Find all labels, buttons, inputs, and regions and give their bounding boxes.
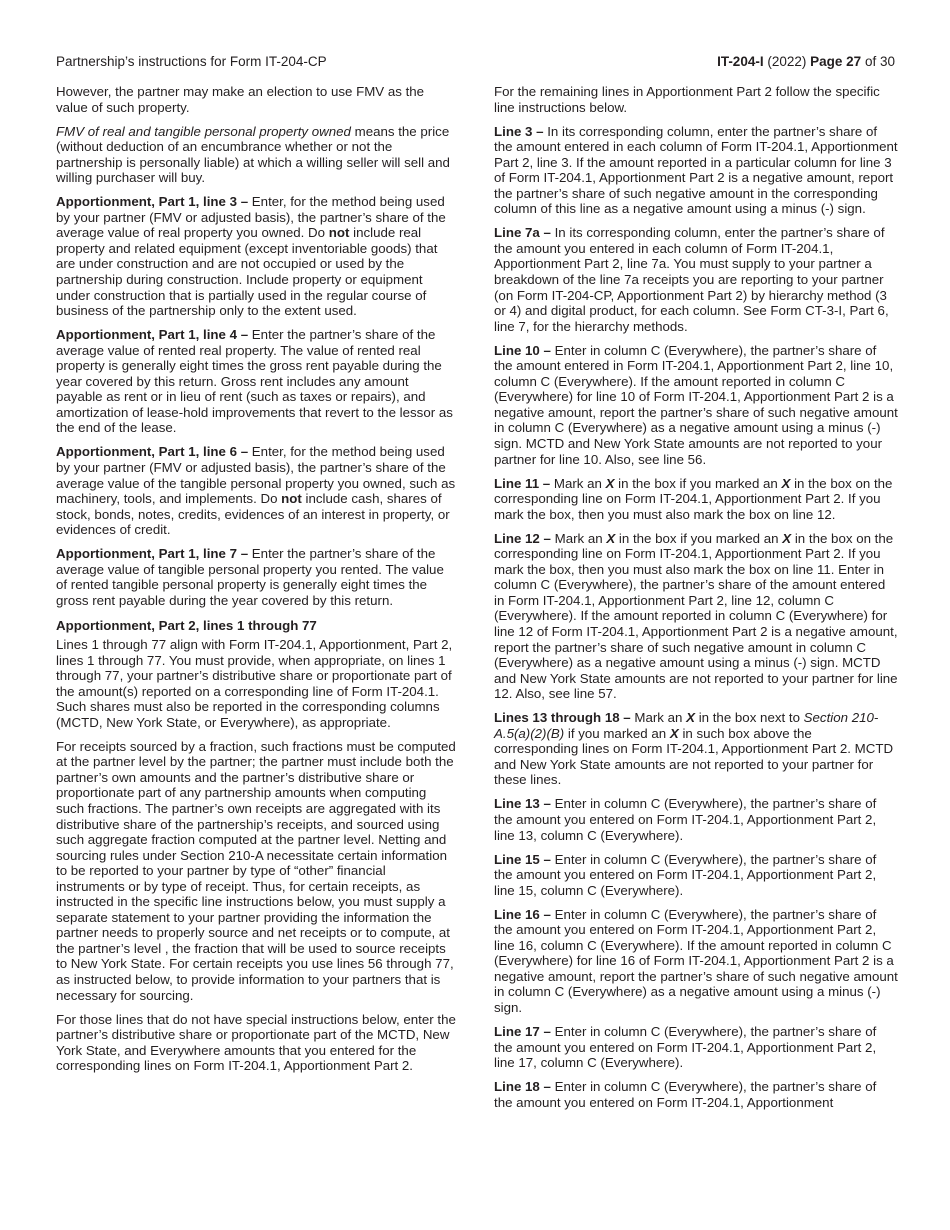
instruction-line7a: Line 7a – In its corresponding column, enter the partner’s share of the amount you entered in each column of Form IT-204.1, Apportionment Part 2, line 7a. You must supply to your partner a breakdown of the line 7a receipts you are reporting to your partner (on Form IT-204-CP, Apportionment Part 2) by hierarchy method (3 or 4) and digital product, for each column. See Form CT-3-I, Part 6, line 7, for the hierarchy methods. (494, 225, 889, 334)
instruction-part1-line6: Apportionment, Part 1, line 6 – Enter, for the method being used by your partner (FMV or adjusted basis), the partner’s share of the average value of the tangible personal property you owned, such as machinery, tools, and implements. Do not include cash, shares of stock, bonds, notes, credits, evidences of an interest in property, or evidences of credit. (56, 444, 456, 538)
instruction-part1-line4: Apportionment, Part 1, line 4 – Enter the partner’s share of the average value of rented real property. The value of rented real property is generally eight times the gross rent payable during the year covered by this return. Gross rent includes any amount payable as rent or in lieu of rent (such as taxes or repairs), and amortization of lease-hold improvements that revert to the lessor as the end of the lease. (56, 327, 453, 436)
line-heading: Line 13 – (494, 796, 551, 812)
header-title: Partnership’s instructions for Form IT-204-CP (56, 54, 327, 69)
instruction-line18: Line 18 – Enter in column C (Everywhere), the partner’s share of the amount you entered on Form IT-204.1, Apportionment (494, 1079, 877, 1110)
x-mark: X (781, 475, 791, 491)
header-page-info (717, 53, 895, 71)
header-year: (2022) (767, 54, 807, 69)
paragraph: For those lines that do not have special instructions below, enter the partner’s distributive share or proportionate part of the MCTD, New York State, and Everywhere amounts that you entered for the corresponding lines on Form IT-204.1, Apportionment Part 2. (56, 1011, 456, 1074)
line-heading: Apportionment, Part 1, line 7 – (56, 546, 249, 562)
instruction-line3: Line 3 – In its corresponding column, enter the partner’s share of the amount entered in each column of Form IT-204.1, Apportionment Part 2, line 3. If the amount reported in a particular column for line 3 of Form IT-204.1, Apportionment Part 2 is a negative amount, report the partner’s share of such negative amount in the corresponding column of this line as a negative amount using a minus (-) sign. (494, 123, 898, 217)
instruction-part1-line7: Apportionment, Part 1, line 7 – Enter the partner’s share of the average value of tangible personal property you rented. The value of rented tangible personal property is generally eight times the gross rent payable during the year covered by this return. (56, 546, 444, 608)
line-heading: Apportionment, Part 1, line 6 – (56, 444, 249, 460)
instruction-line17: Line 17 – Enter in column C (Everywhere), the partner’s share of the amount you entered on Form IT-204.1, Apportionment Part 2, line 17, column C (Everywhere). (494, 1024, 877, 1071)
line-heading: Line 17 – (494, 1024, 551, 1040)
header-page-of: of 30 (864, 54, 895, 69)
line-heading: Lines 13 through 18 – (494, 710, 631, 726)
defined-term: FMV of real and tangible personal property owned (56, 123, 351, 139)
line-heading: Line 15 – (494, 851, 551, 867)
line-heading: Line 18 – (494, 1079, 551, 1095)
line-heading: Line 11 – (494, 475, 551, 491)
x-mark: X (782, 530, 792, 546)
line-heading: Line 7a – (494, 225, 551, 241)
left-column (56, 84, 458, 1082)
section-heading: Apportionment, Part 2, lines 1 through 77 (56, 618, 317, 634)
paragraph: However, the partner may make an election to use FMV as the value of such property. (56, 84, 425, 115)
paragraph: Lines 1 through 77 align with Form IT-204.1, Apportionment, Part 2, lines 1 through 77. You must provide, when appropriate, on lines 1 through 77, your partner’s distributive share or proportionate part of the amount(s) reported on a corresponding line of Form IT-204.1. Such shares must also be reported in the corresponding columns (MCTD, New York State, or Everywhere), as appropriate. (56, 637, 453, 730)
header-page-label: Page 27 (810, 54, 862, 69)
instruction-line16: Line 16 – Enter in column C (Everywhere), the partner’s share of the amount you entered on Form IT-204.1, Apportionment Part 2, line 16, column C (Everywhere). If the amount reported in column C (Everywhere) for line 16 of Form IT-204.1, Apportionment Part 2 is a negative amount, report the partner’s share of such negative amount in column C (Everywhere) as a negative amount using a minus (-) sign. (494, 906, 898, 1016)
instruction-part1-line3: Apportionment, Part 1, line 3 – Enter, for the method being used by your partner (FMV or adjusted basis), the partner’s share of the average value of real property you owned. Do not include real property and related equipment (except inventoriable goods) that are under construction and are not occupied or used by the partnership during construction. Include property or equipment under construction that is partially used in the regular course of business of the partnership only to the extent used. (56, 194, 446, 319)
instruction-line11: Line 11 – Mark an X in the box if you marked an X in the box on the corresponding line on Form IT-204.1, Apportionment Part 2. If you mark the box, then you must also mark the box on line 12. (494, 475, 893, 522)
line-heading: Line 12 – (494, 530, 551, 546)
x-mark: X (605, 475, 615, 491)
page-header (56, 53, 895, 73)
x-mark: X (669, 725, 679, 741)
right-column (494, 84, 898, 1119)
instruction-line10: Line 10 – Enter in column C (Everywhere), the partner’s share of the amount entered in Form IT-204.1, Apportionment Part 2, line 10, column C (Everywhere). If the amount reported in column C (Everywhere) for line 10 of Form IT-204.1, Apportionment Part 2 is a negative amount, report the partner’s share of such negative amount in column C (Everywhere) as a negative amount using a minus (-) sign. MCTD and New York State amounts are not reported to your partner for line 10. Also, see line 56. (494, 342, 898, 467)
line-heading: Line 3 – (494, 123, 544, 139)
instruction-line13: Line 13 – Enter in column C (Everywhere), the partner’s share of the amount you entered on Form IT-204.1, Apportionment Part 2, line 13, column C (Everywhere). (494, 796, 877, 843)
paragraph: For the remaining lines in Apportionment Part 2 follow the specific line instructions below. (494, 84, 880, 115)
line-heading: Apportionment, Part 1, line 4 – (56, 327, 249, 343)
paragraph: For receipts sourced by a fraction, such fractions must be computed at the partner level by the partner; the partner must include both the partner’s own amounts and the partner’s distributive share or proportionate part of any partnership amounts when computing such fractions. The partner’s own receipts are aggregated with its distributive share of the partnership’s receipts, and sourced using such aggregate fraction computed at the partner level. Netting and sourcing rules under Section 210-A necessitate certain information to be reported to your partner by type of “other” financial instruments or by type of receipt. Thus, for certain receipts, as instructed in the specific line instructions below, you must supply a separate statement to your partner providing the information the partner needs to properly source and net receipts or to compute, at the partner’s level , the fraction that will be used to source receipts to New York State. For certain receipts you use lines 56 through 77, as instructed below, to provide information to your partners that is necessary for sourcing. (56, 738, 456, 1003)
section-reference: Section 210-A.5(a)(2)(B) (494, 710, 879, 741)
line-heading: Line 16 – (494, 906, 551, 922)
header-form-id: IT-204-I (717, 54, 764, 69)
instruction-line12: Line 12 – Mark an X in the box if you marked an X in the box on the corresponding line on Form IT-204.1, Apportionment Part 2. If you mark the box, then you must also mark the box on line 11. Enter in column C (Everywhere), the partner’s share of the amount entered in Form IT-204.1, Apportionment Part 2, line 12, column C (Everywhere). If the amount reported in column C (Everywhere) for line 12 of Form IT-204.1, Apportionment Part 2 is a negative amount, report the partner’s share of such negative amount in column C (Everywhere) as a negative amount using a minus (-) sign. MCTD and New York State amounts are not reported to your partner for line 12. Also, see line 57. (494, 530, 898, 702)
instruction-lines13-18: Lines 13 through 18 – Mark an X in the box next to Section 210-A.5(a)(2)(B) if you marked an X in such box above the corresponding lines on Form IT-204.1, Apportionment Part 2. MCTD and New York State amounts are not reported to your partner for these lines. (494, 710, 894, 788)
line-heading: Apportionment, Part 1, line 3 – (56, 194, 249, 210)
line-heading: Line 10 – (494, 342, 551, 358)
paragraph: FMV of real and tangible personal property owned means the price (without deduction of an encumbrance whether or not the partnership is personally liable) at which a willing seller will sell and willing purchaser will buy. (56, 123, 450, 186)
x-mark: X (686, 710, 695, 726)
x-mark: X (606, 530, 616, 546)
instruction-line15: Line 15 – Enter in column C (Everywhere), the partner’s share of the amount you entered on Form IT-204.1, Apportionment Part 2, line 15, column C (Everywhere). (494, 851, 877, 898)
